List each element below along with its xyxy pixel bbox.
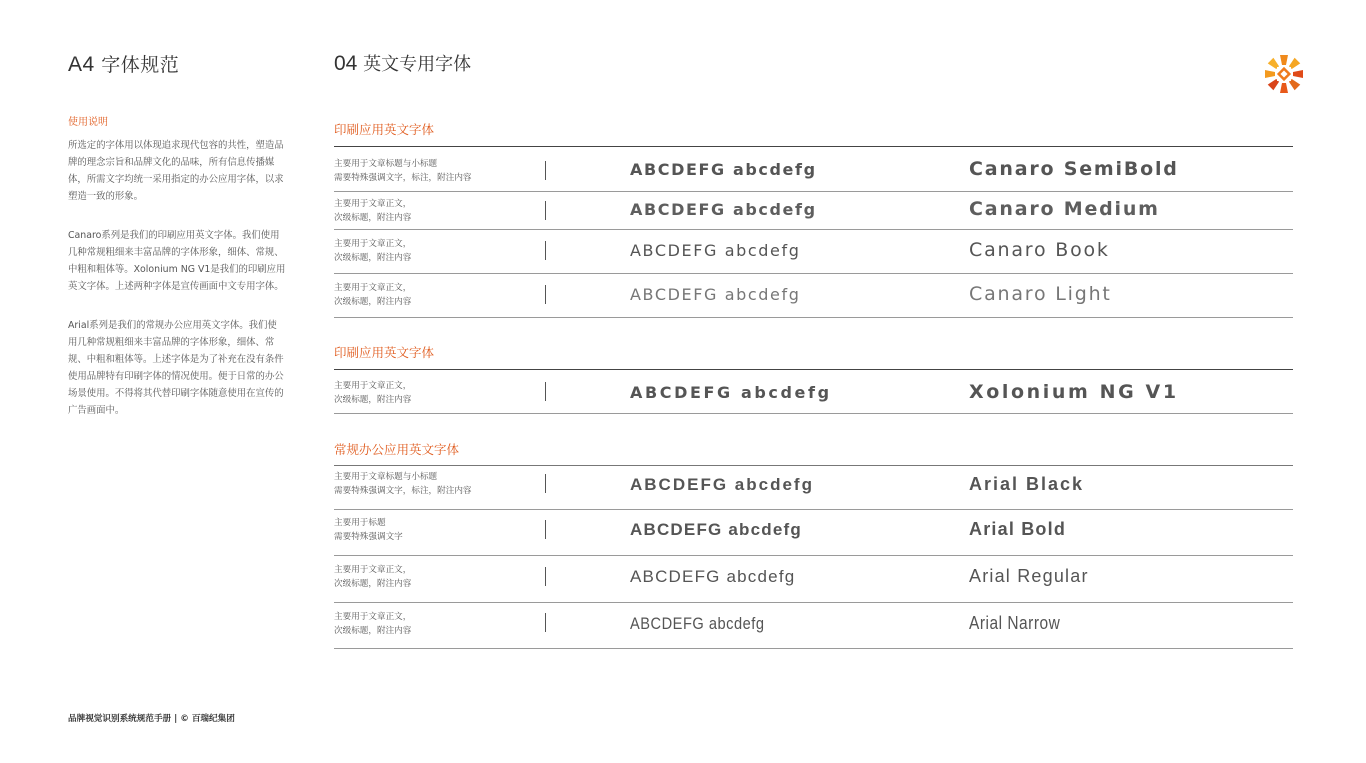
section-title-left-text: 字体规范 <box>101 54 180 76</box>
font-name: Xolonium NG V1 <box>969 381 1179 403</box>
row-separator <box>545 520 546 539</box>
row-description: 主要用于文章正文， 次级标题，附注内容 <box>334 565 412 589</box>
section-code-left: A4 <box>68 53 95 76</box>
font-name: Canaro SemiBold <box>969 158 1179 180</box>
row-description: 主要用于文章正文， 次级标题，附注内容 <box>334 239 412 263</box>
row-description: 主要用于文章正文， 次级标题，附注内容 <box>334 199 412 223</box>
row-separator <box>545 613 546 632</box>
font-sample: ABCDEFG abcdefg <box>630 614 765 633</box>
section-title-left <box>68 50 179 77</box>
page-title <box>334 50 471 76</box>
font-sample: ABCDEFG abcdefg <box>630 200 817 219</box>
font-name: Canaro Book <box>969 239 1110 261</box>
row-description: 主要用于文章正文， 次级标题，附注内容 <box>334 381 412 405</box>
usage-note-paragraph: 所选定的字体用以体现追求现代包容的共性，塑造品牌的理念宗旨和品牌文化的品味，所有信息传播媒体，所需文字均统一采用指定的办公应用字体，以求塑造一致的形象。 <box>68 140 284 202</box>
row-separator <box>545 567 546 586</box>
row-rule <box>334 509 1293 510</box>
font-name: Canaro Medium <box>969 198 1160 220</box>
usage-note-paragraph: Arial系列是我们的常规办公应用英文字体。我们使用几种常规粗细来丰富品牌的字体形象，细体、常规、中粗和粗体等。上述字体是为了补充在没有条件使用品牌特有印刷字体的情况使用。便于日常的办公场景使用。不得将其代替印刷字体随意使用在宣传的广告画面中。 <box>68 320 284 416</box>
orange-star-logo-icon <box>1262 52 1306 96</box>
page-code: 04 <box>334 52 358 75</box>
row-separator <box>545 382 546 401</box>
font-sample: ABCDEFG abcdefg <box>630 567 796 586</box>
row-rule <box>334 602 1293 603</box>
row-rule <box>334 555 1293 556</box>
row-description: 主要用于文章标题与小标题 需要特殊强调文字，标注，附注内容 <box>334 472 472 496</box>
font-sample: ABCDEFG abcdefg <box>630 160 817 179</box>
font-sample: ABCDEFG abcdefg <box>630 520 802 539</box>
row-rule <box>334 273 1293 274</box>
row-rule <box>334 229 1293 230</box>
row-rule <box>334 413 1293 414</box>
usage-notes <box>68 114 286 441</box>
footer-text: 品牌视觉识别系统规范手册 | © 百瑞纪集团 <box>68 714 235 724</box>
font-name: Canaro Light <box>969 283 1112 305</box>
row-rule <box>334 317 1293 318</box>
usage-notes-heading: 使用说明 <box>68 117 108 128</box>
section-rule <box>334 369 1293 370</box>
row-separator <box>545 241 546 260</box>
row-separator <box>545 474 546 493</box>
row-description: 主要用于文章正文， 次级标题，附注内容 <box>334 283 412 307</box>
font-name: Arial Black <box>969 474 1085 494</box>
row-description: 主要用于标题 需要特殊强调文字 <box>334 518 403 542</box>
font-sample: ABCDEFG abcdefg <box>630 383 832 402</box>
section-label-print-canaro: 印刷应用英文字体 <box>334 122 435 137</box>
font-name: Arial Bold <box>969 519 1067 539</box>
section-rule <box>334 146 1293 147</box>
page-title-text: 英文专用字体 <box>363 54 472 75</box>
font-sample: ABCDEFG abcdefg <box>630 475 814 494</box>
usage-note-paragraph: Canaro系列是我们的印刷应用英文字体。我们使用几种常规粗细来丰富品牌的字体形象，细体、常规、中粗和粗体等。Xolonium NG V1是我们的印刷应用英文字体。上述两种字体是宣传画面中文专用字体。 <box>68 230 286 292</box>
font-sample: ABCDEFG abcdefg <box>630 241 801 260</box>
row-rule <box>334 191 1293 192</box>
section-rule <box>334 465 1293 466</box>
section-label-print-xolonium: 印刷应用英文字体 <box>334 345 435 360</box>
row-separator <box>545 161 546 180</box>
font-name: Arial Narrow <box>969 613 1061 633</box>
row-separator <box>545 285 546 304</box>
row-separator <box>545 201 546 220</box>
row-description: 主要用于文章正文， 次级标题，附注内容 <box>334 612 412 636</box>
font-name: Arial Regular <box>969 566 1089 586</box>
row-description: 主要用于文章标题与小标题 需要特殊强调文字，标注，附注内容 <box>334 159 472 183</box>
font-sample: ABCDEFG abcdefg <box>630 285 801 304</box>
section-label-office-arial: 常规办公应用英文字体 <box>334 442 460 457</box>
row-rule <box>334 648 1293 649</box>
